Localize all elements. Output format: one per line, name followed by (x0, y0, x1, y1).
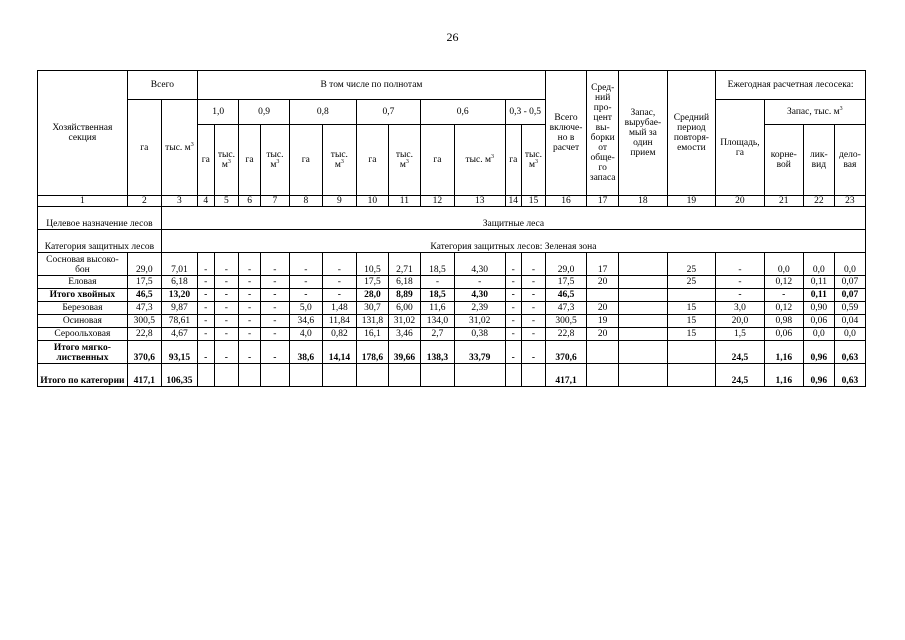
table-cell: 0,12 (764, 276, 803, 289)
header-root: корне-вой (764, 125, 803, 196)
table-cell: 11,84 (322, 315, 356, 328)
table-cell: 20 (587, 276, 619, 289)
table-cell: - (198, 341, 215, 364)
table-cell (239, 364, 261, 387)
table-cell: 18,5 (420, 289, 454, 302)
table-cell: 417,1 (127, 364, 161, 387)
table-cell: 0,0 (834, 328, 865, 341)
table-cell: - (214, 253, 239, 276)
table-cell: - (505, 276, 522, 289)
column-number: 4 (198, 196, 215, 207)
table-cell: 8,89 (388, 289, 420, 302)
table-cell: 24,5 (716, 364, 765, 387)
table-cell (454, 364, 505, 387)
row-name: Итого по категории (38, 364, 128, 387)
table-cell: 300,5 (127, 315, 161, 328)
table-cell (214, 364, 239, 387)
table-cell: - (198, 328, 215, 341)
header-liquid: лик-вид (803, 125, 834, 196)
table-row (38, 364, 866, 387)
table-cell: 2,39 (454, 302, 505, 315)
column-number: 9 (322, 196, 356, 207)
table-cell: - (322, 276, 356, 289)
table-cell (289, 364, 322, 387)
table-cell: 0,59 (834, 302, 865, 315)
table-cell: 300,5 (545, 315, 586, 328)
table-cell: 11,6 (420, 302, 454, 315)
column-number: 13 (454, 196, 505, 207)
table-cell: - (505, 289, 522, 302)
column-number: 2 (127, 196, 161, 207)
table-cell: - (522, 341, 546, 364)
table-cell: 6,00 (388, 302, 420, 315)
table-cell: 14,14 (322, 341, 356, 364)
table-cell: - (522, 328, 546, 341)
column-number: 12 (420, 196, 454, 207)
table-cell: 22,8 (127, 328, 161, 341)
table-cell: - (239, 315, 261, 328)
table-cell (619, 302, 668, 315)
table-cell: - (239, 328, 261, 341)
table-cell: 417,1 (545, 364, 586, 387)
table-cell: - (420, 276, 454, 289)
table-cell: - (239, 289, 261, 302)
table-cell (505, 364, 522, 387)
table-cell: - (716, 276, 765, 289)
table-cell (667, 341, 716, 364)
table-cell: 0,06 (764, 328, 803, 341)
table-cell: 1,16 (764, 364, 803, 387)
table-cell: 46,5 (545, 289, 586, 302)
table-cell: - (522, 276, 546, 289)
table-cell: 0,96 (803, 341, 834, 364)
table-cell: - (716, 289, 765, 302)
table-cell: - (505, 302, 522, 315)
table-row (38, 315, 866, 328)
table-cell: - (260, 302, 289, 315)
table-cell: - (260, 253, 289, 276)
table-cell: 1,48 (322, 302, 356, 315)
table-cell: 20 (587, 302, 619, 315)
table-cell: 15 (667, 302, 716, 315)
header-avg-pct: Сред-ний про-цент вы-борки от обще-го запаса (587, 71, 619, 196)
table-cell: 3,0 (716, 302, 765, 315)
row-name: Итого мягко-лиственных (38, 341, 128, 364)
fullness-0-9: 0,9 (239, 100, 290, 125)
category-value: Категория защитных лесов: Зеленая зона (161, 230, 865, 253)
sub-ths-4: тыс. $м^3$ (388, 125, 420, 196)
column-number: 15 (522, 196, 546, 207)
table-cell: - (522, 253, 546, 276)
column-number: 11 (388, 196, 420, 207)
table-cell: 0,12 (764, 302, 803, 315)
table-cell: 13,20 (161, 289, 197, 302)
table-cell: 9,87 (161, 302, 197, 315)
table-cell: 7,01 (161, 253, 197, 276)
sub-ths-2: тыс. $м^3$ (260, 125, 289, 196)
column-number: 5 (214, 196, 239, 207)
table-cell: 6,18 (161, 276, 197, 289)
table-cell: - (289, 289, 322, 302)
table-cell: - (198, 302, 215, 315)
table-cell: 33,79 (454, 341, 505, 364)
column-number: 16 (545, 196, 586, 207)
table-cell: 0,0 (803, 328, 834, 341)
table-cell: 20 (587, 328, 619, 341)
table-cell: 0,38 (454, 328, 505, 341)
table-row (38, 289, 866, 302)
sub-ha-4: га (356, 125, 388, 196)
table-cell: - (522, 315, 546, 328)
column-number: 20 (716, 196, 765, 207)
table-cell: 0,96 (803, 364, 834, 387)
table-row (38, 276, 866, 289)
table-cell: 5,0 (289, 302, 322, 315)
table-cell: - (214, 315, 239, 328)
table-cell: 131,8 (356, 315, 388, 328)
table-cell: - (764, 289, 803, 302)
table-cell: 0,82 (322, 328, 356, 341)
table-cell: 0,11 (803, 289, 834, 302)
table-cell: - (214, 341, 239, 364)
table-cell: 4,0 (289, 328, 322, 341)
column-number: 21 (764, 196, 803, 207)
fullness-1-0: 1,0 (198, 100, 239, 125)
column-number: 19 (667, 196, 716, 207)
table-cell: 28,0 (356, 289, 388, 302)
column-number: 18 (619, 196, 668, 207)
header-section: Хозяйственная секция (38, 71, 128, 196)
header-total: Всего (127, 71, 197, 100)
table-row (38, 341, 866, 364)
sub-ths-3: тыс. $м^3$ (322, 125, 356, 196)
table-cell: 4,30 (454, 289, 505, 302)
table-cell: 0,07 (834, 289, 865, 302)
table-cell (619, 364, 668, 387)
table-cell: - (505, 315, 522, 328)
header-annual: Ежегодная расчетная лесосека: (716, 71, 866, 100)
table-cell: 29,0 (545, 253, 586, 276)
table-cell: - (505, 328, 522, 341)
table-cell: 39,66 (388, 341, 420, 364)
sub-ths-6: тыс. $м^3$ (522, 125, 546, 196)
table-cell: - (260, 289, 289, 302)
row-name: Итого хвойных (38, 289, 128, 302)
category-label: Категория защитных лесов (38, 230, 162, 253)
table-cell: - (505, 341, 522, 364)
table-cell: 1,5 (716, 328, 765, 341)
table-cell: 24,5 (716, 341, 765, 364)
table-cell: 0,0 (834, 253, 865, 276)
table-cell: 30,7 (356, 302, 388, 315)
table-cell: 19 (587, 315, 619, 328)
table-cell: 2,71 (388, 253, 420, 276)
table-cell: 0,04 (834, 315, 865, 328)
table-cell: - (289, 276, 322, 289)
table-cell: 370,6 (127, 341, 161, 364)
header-avg-period: Средний период повторя-емости (667, 71, 716, 196)
table-cell: 0,0 (764, 253, 803, 276)
sub-ha-3: га (289, 125, 322, 196)
table-cell: 47,3 (545, 302, 586, 315)
table-cell: 15 (667, 328, 716, 341)
table-cell: - (454, 276, 505, 289)
table-cell: 25 (667, 253, 716, 276)
table-cell (420, 364, 454, 387)
table-cell (587, 341, 619, 364)
table-cell (260, 364, 289, 387)
table-cell: - (505, 253, 522, 276)
table-cell: - (522, 302, 546, 315)
purpose-value: Защитные леса (161, 207, 865, 230)
table-cell: 17 (587, 253, 619, 276)
table-cell (619, 289, 668, 302)
table-cell: - (522, 289, 546, 302)
table-cell: - (214, 328, 239, 341)
page-number: 26 (446, 30, 459, 44)
column-number: 10 (356, 196, 388, 207)
table-row (38, 253, 866, 276)
column-number: 22 (803, 196, 834, 207)
table-cell: - (239, 276, 261, 289)
table-cell: 0,0 (803, 253, 834, 276)
table-cell: - (716, 253, 765, 276)
table-cell: 0,11 (803, 276, 834, 289)
table-cell: - (289, 253, 322, 276)
table-cell: 4,30 (454, 253, 505, 276)
table-cell: - (214, 302, 239, 315)
sub-ths-5: тыс. $м^3$ (454, 125, 505, 196)
table-cell: 25 (667, 276, 716, 289)
header-ha: га (127, 100, 161, 196)
table-cell: 6,18 (388, 276, 420, 289)
table-cell: - (214, 276, 239, 289)
table-cell: - (214, 289, 239, 302)
row-name: Березовая (38, 302, 128, 315)
table-cell: 3,46 (388, 328, 420, 341)
sub-ha-5: га (420, 125, 454, 196)
sub-ths-1: тыс. $м^3$ (214, 125, 239, 196)
table-cell: 22,8 (545, 328, 586, 341)
table-cell (667, 289, 716, 302)
fullness-0-7: 0,7 (356, 100, 420, 125)
table-cell: - (239, 253, 261, 276)
table-cell: - (260, 341, 289, 364)
table-cell: 18,5 (420, 253, 454, 276)
row-name: Сероольховая (38, 328, 128, 341)
table-cell: 20,0 (716, 315, 765, 328)
table-cell: - (260, 328, 289, 341)
table-cell (587, 289, 619, 302)
table-cell: - (198, 315, 215, 328)
table-cell (198, 364, 215, 387)
table-cell: 29,0 (127, 253, 161, 276)
table-cell (619, 276, 668, 289)
header-included: Всего включе-но в расчет (545, 71, 586, 196)
table-cell: 0,90 (803, 302, 834, 315)
table-cell (587, 364, 619, 387)
table-cell: 138,3 (420, 341, 454, 364)
column-number: 3 (161, 196, 197, 207)
table-cell: 34,6 (289, 315, 322, 328)
table-cell: 0,07 (834, 276, 865, 289)
column-number: 6 (239, 196, 261, 207)
table-cell (619, 315, 668, 328)
table-cell: 93,15 (161, 341, 197, 364)
table-cell: 0,63 (834, 364, 865, 387)
purpose-label: Целевое назначение лесов (38, 207, 162, 230)
table-cell: - (198, 276, 215, 289)
table-cell: - (260, 276, 289, 289)
row-name: Сосновая высоко-бон (38, 253, 128, 276)
table-cell: 78,61 (161, 315, 197, 328)
table-cell: - (198, 253, 215, 276)
table-cell: 38,6 (289, 341, 322, 364)
column-number: 7 (260, 196, 289, 207)
table-row (38, 302, 866, 315)
table-cell: 370,6 (545, 341, 586, 364)
table-cell: - (322, 289, 356, 302)
fullness-0-8: 0,8 (289, 100, 356, 125)
forest-harvest-table (37, 70, 866, 387)
table-cell (619, 253, 668, 276)
table-cell: 10,5 (356, 253, 388, 276)
sub-ha-1: га (198, 125, 215, 196)
table-cell: 16,1 (356, 328, 388, 341)
table-cell: 0,63 (834, 341, 865, 364)
table-cell: 31,02 (388, 315, 420, 328)
table-cell: - (198, 289, 215, 302)
table-cell: 15 (667, 315, 716, 328)
header-incl: В том числе по полнотам (198, 71, 546, 100)
column-number-row (38, 196, 866, 207)
column-number: 8 (289, 196, 322, 207)
table-cell (619, 328, 668, 341)
table-cell: 106,35 (161, 364, 197, 387)
table-cell: 17,5 (127, 276, 161, 289)
table-cell: 134,0 (420, 315, 454, 328)
fullness-0-3-0-5: 0,3 - 0,5 (505, 100, 545, 125)
table-cell: 0,98 (764, 315, 803, 328)
header-stock-cut: Запас, вырубае-мый за один прием (619, 71, 668, 196)
table-cell (522, 364, 546, 387)
table-cell: 46,5 (127, 289, 161, 302)
table-cell: 4,67 (161, 328, 197, 341)
table-cell: 31,02 (454, 315, 505, 328)
column-number: 23 (834, 196, 865, 207)
column-number: 1 (38, 196, 128, 207)
header-area: Площадь, га (716, 100, 765, 196)
header-business: дело-вая (834, 125, 865, 196)
header-stock: Запас, тыс. $м^3$ (764, 100, 865, 125)
table-cell: 47,3 (127, 302, 161, 315)
table-cell (667, 364, 716, 387)
table-cell: 17,5 (356, 276, 388, 289)
column-number: 17 (587, 196, 619, 207)
table-cell: - (322, 253, 356, 276)
table-cell (388, 364, 420, 387)
table-cell: - (260, 315, 289, 328)
table-cell: - (239, 341, 261, 364)
table-cell: 178,6 (356, 341, 388, 364)
table-cell (619, 341, 668, 364)
sub-ha-6: га (505, 125, 522, 196)
fullness-0-6: 0,6 (420, 100, 505, 125)
table-cell (356, 364, 388, 387)
row-name: Еловая (38, 276, 128, 289)
table-cell (322, 364, 356, 387)
table-cell: - (239, 302, 261, 315)
sub-ha-2: га (239, 125, 261, 196)
table-cell: 2,7 (420, 328, 454, 341)
table-cell: 0,06 (803, 315, 834, 328)
table-cell: 1,16 (764, 341, 803, 364)
table-cell: 17,5 (545, 276, 586, 289)
column-number: 14 (505, 196, 522, 207)
row-name: Осиновая (38, 315, 128, 328)
table-row (38, 328, 866, 341)
header-ths: тыс. $м^3$ (161, 100, 197, 196)
